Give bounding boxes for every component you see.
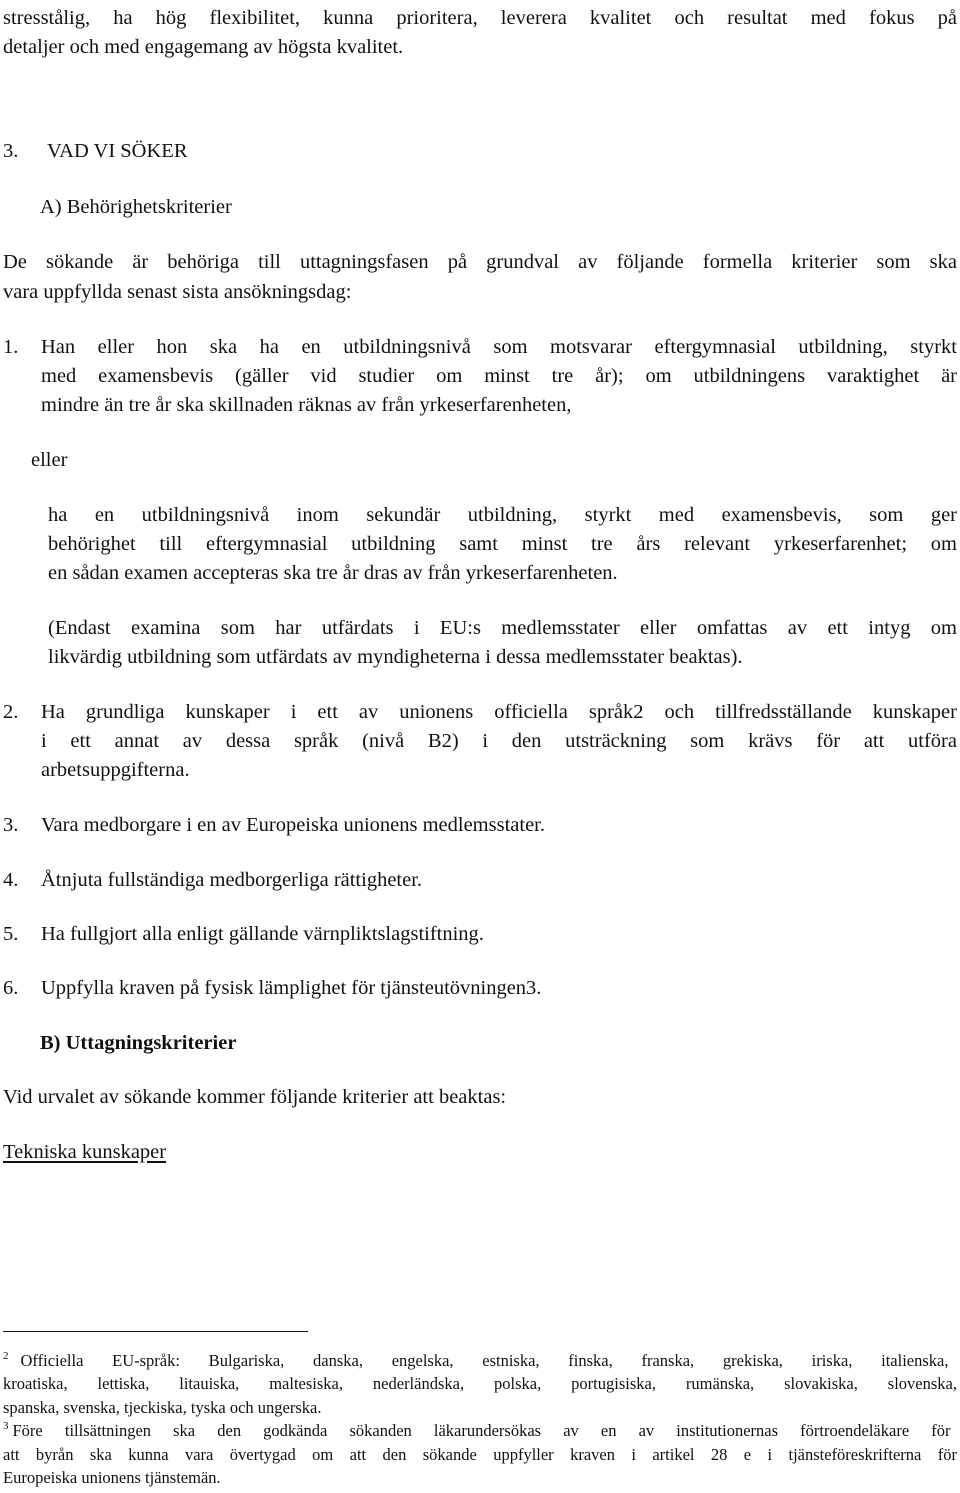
criterion-4-number: 4. bbox=[3, 869, 19, 891]
criterion-2-line-3: arbetsuppgifterna. bbox=[41, 759, 190, 781]
intro-line-2: detaljer och med engagemang av högsta kvalitet. bbox=[3, 36, 404, 58]
criterion-5-text: Ha fullgjort alla enligt gällande värnpliktslagstiftning. bbox=[41, 923, 484, 945]
criterion-6-number: 6. bbox=[3, 977, 19, 999]
section-b-subheading: Tekniska kunskaper bbox=[3, 1141, 167, 1163]
footnote-2-line-2: kroatiska, lettiska, litauiska, maltesiska, nederländska, polska, portugisiska, rumänska, slovakiska, slovenska, bbox=[3, 1374, 957, 1393]
intro-line-1: stresstålig, ha hög flexibilitet, kunna prioritera, leverera kvalitet och resultat med fokus på bbox=[3, 7, 957, 29]
footnote-2-line-1 bbox=[3, 1349, 957, 1372]
footnote-2-marker: 2 bbox=[3, 1350, 9, 1362]
criterion-2-number: 2. bbox=[3, 701, 19, 723]
footnote-2-text-1: Officiella EU-språk: Bulgariska, danska, engelska, estniska, finska, franska, grekiska, iriska, italienska, bbox=[20, 1351, 949, 1370]
criterion-1-or: eller bbox=[31, 449, 68, 471]
criterion-1-line-2: med examensbevis (gäller vid studier om minst tre år); om utbildningens varaktighet är bbox=[41, 365, 957, 387]
footnote-3-marker: 3 bbox=[3, 1420, 9, 1432]
section-a-heading: A) Behörighetskriterier bbox=[40, 196, 232, 218]
criterion-5-number: 5. bbox=[3, 923, 19, 945]
criterion-6-text: Uppfylla kraven på fysisk lämplighet för tjänsteutövningen3. bbox=[41, 977, 542, 999]
criterion-2-line-1: Ha grundliga kunskaper i ett av unionens officiella språk2 och tillfredsställande kunskaper bbox=[41, 701, 957, 723]
criterion-3-number: 3. bbox=[3, 814, 19, 836]
footnote-2-line-3: spanska, svenska, tjeckiska, tyska och ungerska. bbox=[3, 1398, 322, 1417]
footnote-3-text-1: Före tillsättningen ska den godkända sökanden läkarundersökas av en av institutionernas förtroendeläkare för bbox=[12, 1421, 951, 1440]
criterion-1-line-1: Han eller hon ska ha en utbildningsnivå som motsvarar eftergymnasial utbildning, styrkt bbox=[41, 336, 957, 358]
criterion-1-note-line-2: likvärdig utbildning som utfärdats av myndigheterna i dessa medlemsstater beaktas). bbox=[48, 646, 743, 668]
criterion-1-alt-line-1: ha en utbildningsnivå inom sekundär utbildning, styrkt med examensbevis, som ger bbox=[48, 504, 957, 526]
footnote-3-line-3: Europeiska unionens tjänstemän. bbox=[3, 1468, 221, 1487]
criterion-1-note-line-1: (Endast examina som har utfärdats i EU:s medlemsstater eller omfattas av ett intyg om bbox=[48, 617, 957, 639]
section-3-title: VAD VI SÖKER bbox=[47, 140, 188, 162]
criterion-1-number: 1. bbox=[3, 336, 19, 358]
criterion-4-text: Åtnjuta fullständiga medborgerliga rättigheter. bbox=[41, 869, 423, 891]
criterion-2-line-2: i ett annat av dessa språk (nivå B2) i den utsträckning som krävs för att utföra bbox=[41, 730, 957, 752]
criterion-3-text: Vara medborgare i en av Europeiska unionens medlemsstater. bbox=[41, 814, 545, 836]
criterion-1-alt-line-2: behörighet till eftergymnasial utbildning samt minst tre års relevant yrkeserfarenhet; om bbox=[48, 533, 957, 555]
criterion-1-line-3: mindre än tre år ska skillnaden räknas av från yrkeserfarenheten, bbox=[41, 394, 572, 416]
section-3-number: 3. bbox=[3, 140, 19, 162]
footnote-3-line-1 bbox=[3, 1419, 957, 1442]
section-b-heading: B) Uttagningskriterier bbox=[40, 1032, 237, 1054]
footnote-3-line-2: att byrån ska kunna vara övertygad om att den sökande uppfyller kraven i artikel 28 e i tjänsteföreskrifterna för bbox=[3, 1445, 957, 1464]
section-a-intro-line-1: De sökande är behöriga till uttagningsfasen på grundval av följande formella kriterier som ska bbox=[3, 251, 957, 273]
section-b-intro: Vid urvalet av sökande kommer följande kriterier att beaktas: bbox=[3, 1086, 507, 1108]
footnote-separator bbox=[3, 1331, 308, 1332]
section-a-intro-line-2: vara uppfyllda senast sista ansökningsdag: bbox=[3, 281, 352, 303]
criterion-1-alt-line-3: en sådan examen accepteras ska tre år dras av från yrkeserfarenheten. bbox=[48, 562, 618, 584]
